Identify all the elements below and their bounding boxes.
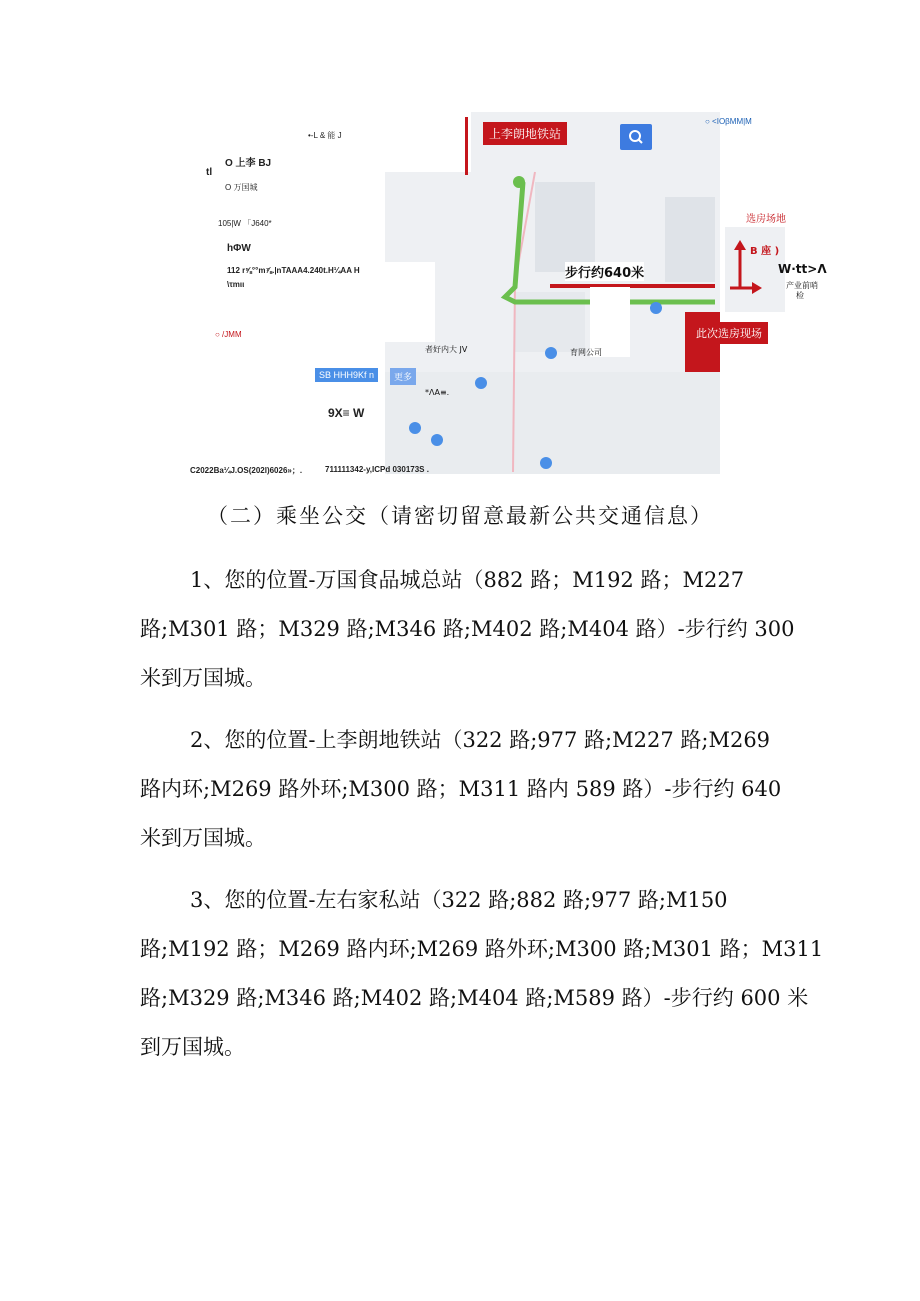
para-3-line-4: 到万国城。 (140, 1035, 245, 1059)
bus-stop-icon[interactable] (540, 457, 552, 469)
misc-label-company: 育网公司 (570, 348, 602, 357)
misc-label-qr: 9X≡ W (328, 406, 365, 420)
para-3-line-1: 3、您的位置-左右家私站（322 路;882 路;977 路;M150 (190, 888, 728, 912)
panel-line-3: O 万国城 (225, 183, 258, 192)
location-pin-icon[interactable] (545, 347, 557, 359)
para-1-line-3: 米到万国城。 (140, 666, 266, 690)
panel-line-8: ○ /JMM (215, 330, 242, 339)
panel-line-1: O 上李 BJ (225, 158, 272, 169)
panel-line-4: 105|W 「J640* (218, 219, 272, 228)
search-text: •-L & 能 J (308, 131, 342, 140)
site-arrows (720, 230, 780, 300)
right-label-3: 检 (796, 291, 804, 300)
misc-label-2: *ΛA≡. (425, 388, 450, 397)
right-label-2: 产业前哨 (786, 281, 818, 290)
misc-label-1: 者好内大 JV (425, 345, 468, 354)
top-right-label: ○ <IOβMM|M (705, 117, 752, 126)
para-1-line-2: 路;M301 路；M329 路;M346 路;M402 路;M404 路）-步行约 300 (140, 617, 795, 641)
para-2-line-3: 米到万国城。 (140, 826, 266, 850)
parking-icon[interactable] (409, 422, 421, 434)
para-3-line-3: 路;M329 路;M346 路;M402 路;M404 路;M589 路）-步行约 600 米 (140, 986, 809, 1010)
building-label: B 座 ) (750, 246, 780, 257)
blue-box-more[interactable]: 更多 (390, 368, 416, 385)
panel-line-2: tl (206, 167, 213, 178)
para-2-line-2: 路内环;M269 路外环;M300 路；M311 路内 589 路）-步行约 640 (140, 777, 782, 801)
blue-box[interactable]: SB HHH9Kf n (315, 368, 378, 382)
xuanfang-title: 选房场地 (746, 214, 786, 225)
location-pin-icon[interactable] (650, 302, 662, 314)
footer-left: C2022Ba¼J.OS(202l)6026»；. (190, 466, 303, 475)
map-screenshot (190, 110, 830, 482)
section-subtitle: （二）乘坐公交（请密切留意最新公共交通信息） (207, 504, 713, 528)
footer-mid: 711111342-y,ICPd 030173S . (325, 465, 429, 474)
station-label: 上李朗地铁站 (483, 122, 567, 145)
parking-icon[interactable] (475, 377, 487, 389)
walk-label: 步行约640米 (565, 262, 644, 281)
route-svg (385, 112, 720, 474)
right-label-1: W·tt>Λ (778, 262, 827, 276)
map-right-area (705, 112, 830, 474)
para-3-line-2: 路;M192 路；M269 路内环;M269 路外环;M300 路;M301 路；M311 (140, 937, 824, 961)
map-area[interactable] (385, 112, 720, 474)
panel-line-6: 112 r⅝°°m⅞.|nTAAA4.240t.H¼AA H (227, 266, 360, 275)
para-1-line-1: 1、您的位置-万国食品城总站（882 路；M192 路；M227 (190, 568, 745, 592)
location-pin-icon[interactable] (513, 176, 525, 188)
panel-line-5: hΦW (227, 243, 251, 254)
para-2-line-1: 2、您的位置-上李朗地铁站（322 路;977 路;M227 路;M269 (190, 728, 771, 752)
bus-stop-icon[interactable] (431, 434, 443, 446)
current-site-label: 此次选房现场 (690, 322, 768, 344)
map-left-panel (190, 110, 385, 472)
panel-line-7: \τmιι (227, 280, 245, 289)
